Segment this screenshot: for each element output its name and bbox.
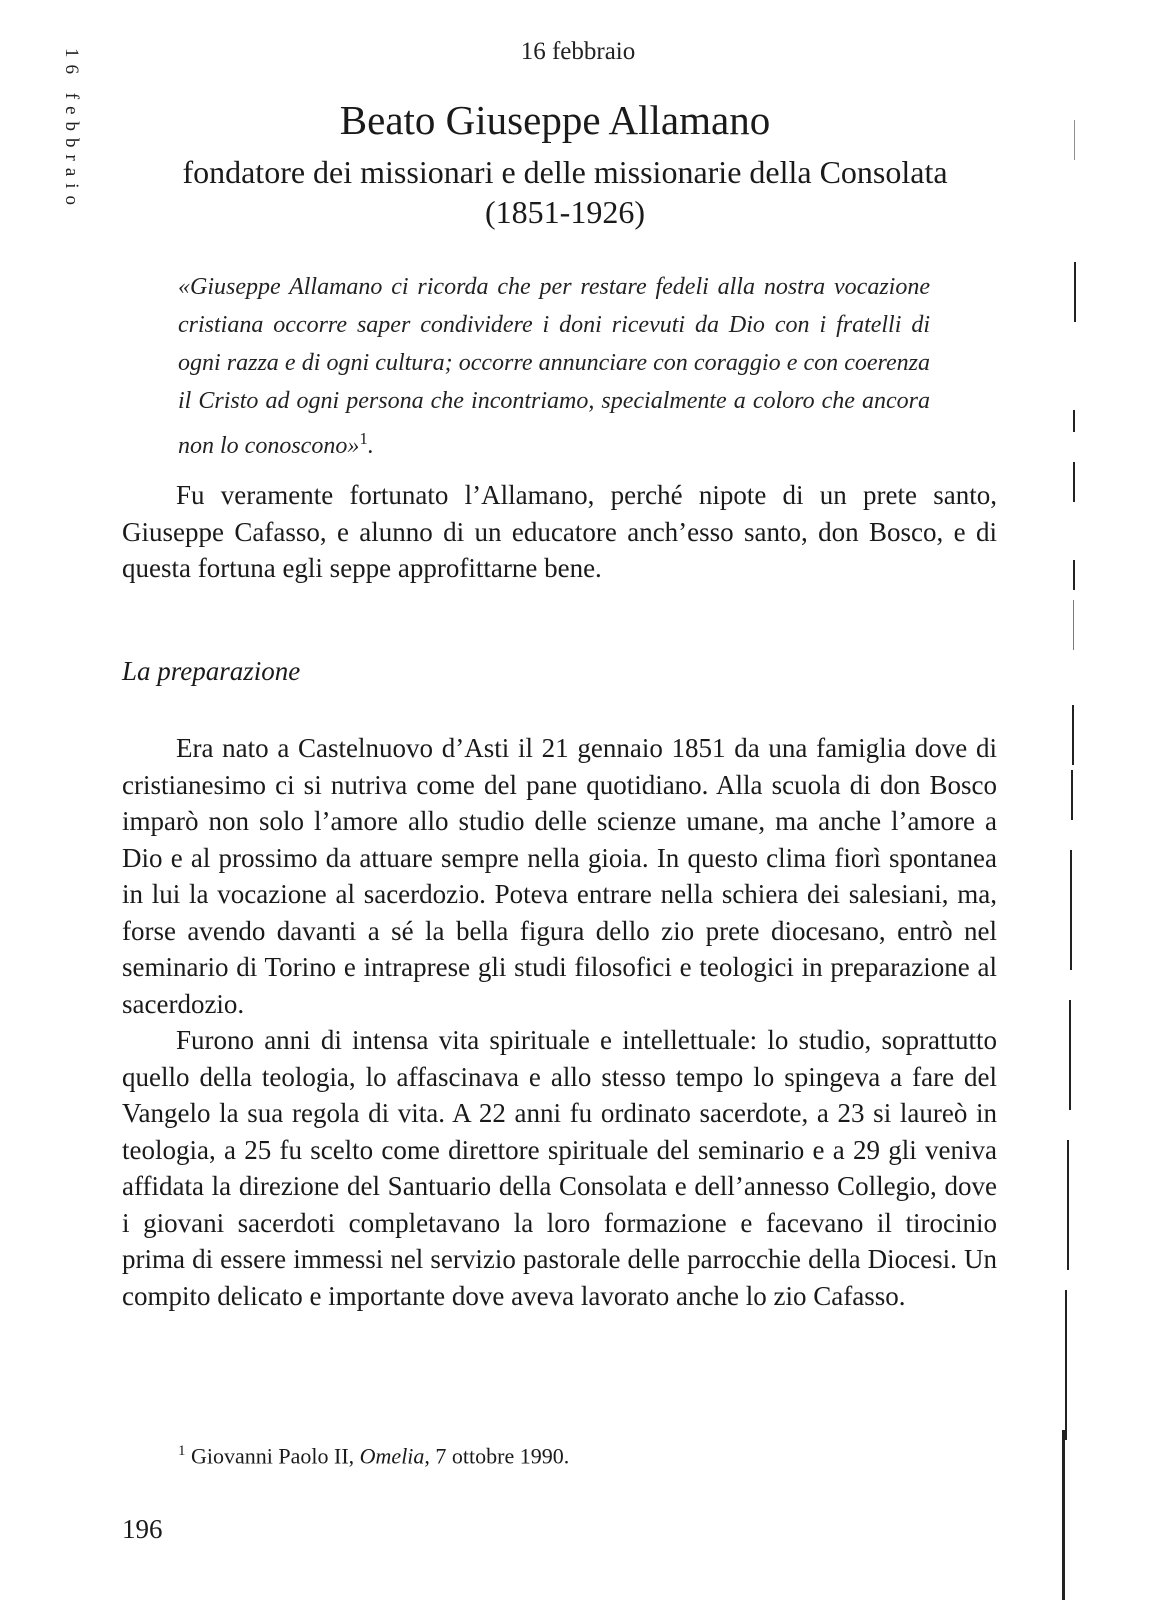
running-head: 16 febbraio bbox=[520, 38, 636, 65]
subtitle bbox=[120, 152, 1010, 232]
intro-paragraph bbox=[122, 477, 997, 587]
subtitle-line-1: fondatore dei missionari e delle missionarie della Consolata bbox=[182, 154, 948, 190]
scan-edge-mark bbox=[1069, 1000, 1071, 1110]
scan-edge-mark bbox=[1073, 410, 1075, 432]
scan-edge-mark bbox=[1074, 120, 1075, 160]
footnote-work: Omelia bbox=[359, 1443, 425, 1469]
scan-edge-mark bbox=[1074, 262, 1076, 322]
scan-edge-mark bbox=[1067, 1140, 1069, 1270]
scan-edge-mark bbox=[1073, 462, 1075, 502]
footnote-number: 1 bbox=[178, 1443, 186, 1459]
section-paragraph-1: Era nato a Castelnuovo d’Asti il 21 gennaio 1851 da una famiglia dove di cristianesimo ci si nutriva come del pane quotidiano. Alla scuola di don Bosco imparò non solo l’amore allo studio delle scienze umane, ma anche l’amore a Dio e al prossimo da attuare sempre nella gioia. In questo clima fiorì spontanea in lui la vocazione al sacerdozio. Poteva entrare nella schiera dei salesiani, ma, forse avendo davanti a sé la bella figura dello zio prete diocesano, entrò nel seminario di Torino e intraprese gli studi filosofici e teologici in preparazione al sacerdozio. bbox=[122, 733, 997, 1019]
epigraph-end: . bbox=[367, 433, 374, 459]
subtitle-line-2: (1851-1926) bbox=[485, 194, 645, 230]
footnote bbox=[178, 1443, 569, 1469]
epigraph-text: «Giuseppe Allamano ci ricorda che per restare fedeli alla nostra vocazione cristiana occorre saper condividere i doni ricevuti da Dio con i fratelli di ogni razza e di ogni cultura; occorre annunciare con coraggio e con coerenza il Cristo ad ogni persona che incontriamo, specialmente a coloro che ancora non lo conoscono» bbox=[178, 274, 930, 459]
side-running-head-text: 16 febbraio bbox=[61, 48, 82, 213]
page-title: Beato Giuseppe Allamano bbox=[339, 97, 771, 143]
side-running-head bbox=[56, 48, 96, 248]
footnote-author: Giovanni Paolo II, bbox=[191, 1443, 355, 1469]
scan-edge-mark bbox=[1065, 1290, 1067, 1440]
section-paragraph-2: Furono anni di intensa vita spirituale e intellettuale: lo studio, soprattutto quello della teologia, lo affascinava e allo stesso tempo lo spingeva a fare del Vangelo la sua regola di vita. A 22 anni fu ordinato sacerdote, a 23 si laureò in teologia, a 25 fu scelto come direttore spirituale del seminario e a 29 gli veniva affidata la direzione del Santuario della Consolata e dell’annesso Collegio, dove i giovani sacerdoti completavano la loro formazione e facevano il tirocinio prima di essere immessi nel servizio pastorale delle parrocchie della Diocesi. Un compito delicato e importante dove aveva lavorato anche lo zio Cafasso. bbox=[122, 1025, 997, 1311]
scan-edge-mark bbox=[1073, 600, 1074, 650]
footnote-reference: 1 bbox=[359, 429, 368, 448]
scan-edge-mark bbox=[1062, 1430, 1065, 1600]
section-heading: La preparazione bbox=[122, 656, 301, 686]
scan-edge-mark bbox=[1073, 560, 1075, 590]
footnote-date: , 7 ottobre 1990. bbox=[424, 1443, 570, 1469]
epigraph-quote bbox=[178, 268, 930, 465]
intro-paragraph-text: Fu veramente fortunato l’Allamano, perché nipote di un prete santo, Giuseppe Cafasso, e alunno di un educatore anch’esso santo, don Bosco, e di questa fortuna egli seppe approfittarne bene. bbox=[122, 480, 997, 583]
page-number: 196 bbox=[122, 1514, 163, 1544]
scan-edge-mark bbox=[1071, 770, 1073, 820]
scan-edge-mark bbox=[1072, 705, 1074, 765]
section-body bbox=[122, 730, 997, 1314]
scan-edge-mark bbox=[1070, 850, 1072, 970]
